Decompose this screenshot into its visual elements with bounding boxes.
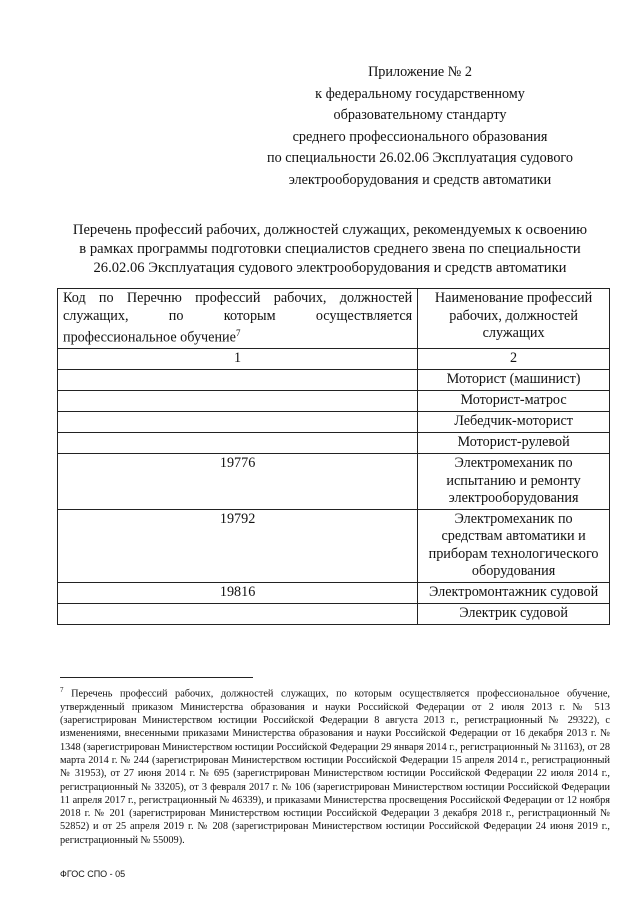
code-cell xyxy=(58,391,418,412)
name-cell: Лебедчик-моторист xyxy=(418,412,610,433)
professions-table xyxy=(57,288,610,625)
footnote xyxy=(60,684,610,847)
appendix-heading xyxy=(250,62,590,192)
name-cell: Моторист (машинист) xyxy=(418,370,610,391)
header-code-text: Код по Перечню профессий рабочих, должностей служащих, по которым осуществляется профессиональное обучение xyxy=(63,290,413,346)
code-cell xyxy=(58,603,418,624)
col-number-2: 2 xyxy=(418,349,610,370)
appendix-line: к федеральному государственному xyxy=(315,85,525,102)
footnote-marker: 7 xyxy=(60,686,64,694)
appendix-line: по специальности 26.02.06 Эксплуатация судового xyxy=(267,150,573,167)
col-number-1: 1 xyxy=(58,349,418,370)
table-row xyxy=(58,603,610,624)
footnote-text: Перечень профессий рабочих, должностей служащих, по которым осуществляется профессиональное обучение, утвержденный приказом Министерства образования и науки Российской Федерации от 2 июля 2013 г. № 513 (зарегистрирован Министерством юстиции Российской Федерации 8 августа 2013 г., регистрационный № 29322), с изменениями, внесенными приказами Министерства образования и науки Российской Федерации от 16 декабря 2013 г. № 1348 (зарегистрирован Министерством юстиции Российской Федерации 29 января 2014 г., регистрационный № 31163), от 28 марта 2014 г. № 244 (зарегистрирован Министерством юстиции Российской Федерации 15 апреля 2014 г., регистрационный № 31953), от 27 июня 2014 г. № 695 (зарегистрирован Министерством юстиции Российской Федерации 22 июля 2014 г., регистрационный № 33205), от 3 февраля 2017 г. № 106 (зарегистрирован Министерством юстиции Российской Федерации 11 апреля 2017 г., регистрационный № 46339), и приказами Министерства просвещения Российской Федерации от 12 ноября 2018 г. № 201 (зарегистрирован Министерством юстиции Российской Федерации 3 декабря 2018 г., регистрационный № 52852) и от 25 апреля 2019 г. № 208 (зарегистрирован Министерством юстиции Российской Федерации 24 июня 2019 г., регистрационный № 55009). xyxy=(60,688,611,846)
appendix-line: образовательному стандарту xyxy=(333,107,507,124)
name-cell: Электромеханик по средствам автоматики и приборам технологического оборудования xyxy=(418,509,610,582)
name-cell: Моторист-матрос xyxy=(418,391,610,412)
column-number-row xyxy=(58,349,610,370)
appendix-line: электрооборудования и средств автоматики xyxy=(288,171,552,188)
title-line: Перечень профессий рабочих, должностей служащих, рекомендуемых к освоению xyxy=(72,222,588,238)
name-cell: Электромонтажник судовой xyxy=(418,582,610,603)
page-footer: ФГОС СПО - 05 xyxy=(60,869,126,879)
header-name-cell: Наименование профессий рабочих, должностей служащих xyxy=(418,289,610,349)
code-cell xyxy=(58,370,418,391)
table-row xyxy=(58,433,610,454)
table-row xyxy=(58,412,610,433)
appendix-line: Приложение № 2 xyxy=(368,64,472,80)
code-cell: 19792 xyxy=(58,509,418,582)
table-row xyxy=(58,582,610,603)
code-cell: 19776 xyxy=(58,454,418,510)
table-row xyxy=(58,370,610,391)
code-cell xyxy=(58,412,418,433)
name-cell: Электромеханик по испытанию и ремонту электрооборудования xyxy=(418,454,610,510)
code-cell xyxy=(58,433,418,454)
table-row xyxy=(58,454,610,510)
name-cell: Электрик судовой xyxy=(418,603,610,624)
document-title xyxy=(50,221,610,278)
footnote-divider xyxy=(60,677,253,678)
name-cell: Моторист-рулевой xyxy=(418,433,610,454)
footnote-ref: 7 xyxy=(235,328,241,338)
table-header-row xyxy=(58,289,610,349)
table-row xyxy=(58,391,610,412)
title-line: 26.02.06 Эксплуатация судового электрооборудования и средств автоматики xyxy=(93,260,567,276)
title-line: в рамках программы подготовки специалистов среднего звена по специальности xyxy=(79,241,581,257)
table-row xyxy=(58,509,610,582)
code-cell: 19816 xyxy=(58,582,418,603)
header-code-cell xyxy=(58,289,418,349)
appendix-line: среднего профессионального образования xyxy=(292,128,548,145)
